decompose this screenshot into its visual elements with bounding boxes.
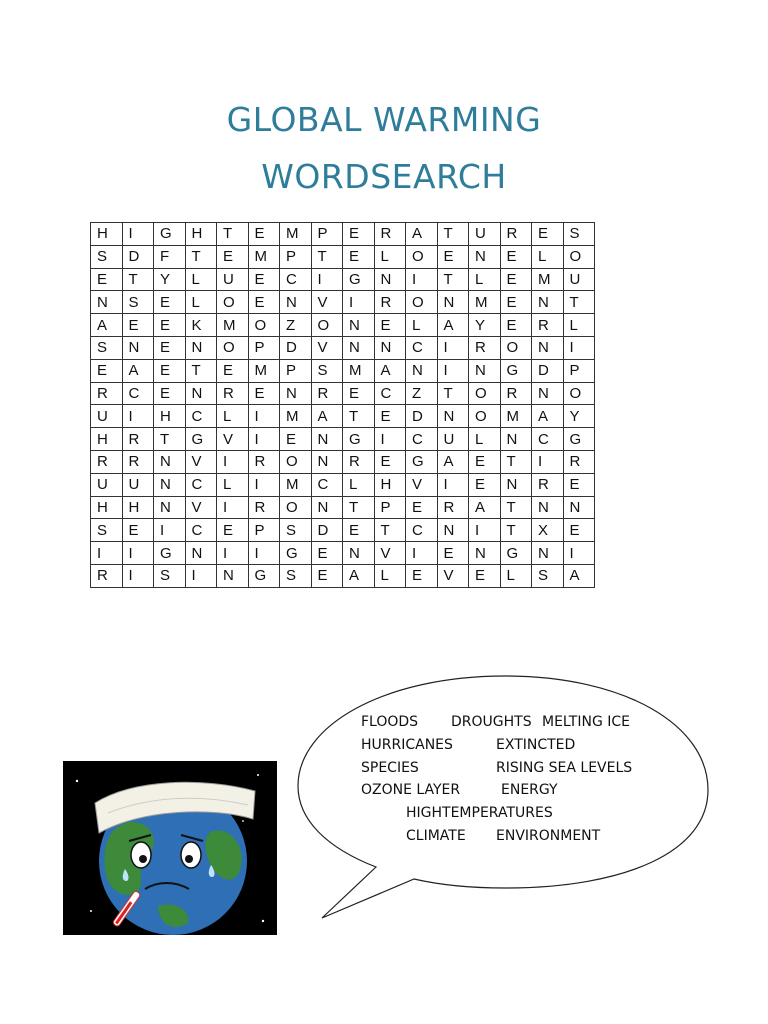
- grid-cell: M: [343, 359, 375, 382]
- grid-cell: I: [217, 542, 249, 565]
- grid-cell: U: [217, 268, 249, 291]
- grid-cell: I: [374, 428, 406, 451]
- grid-cell: O: [500, 336, 532, 359]
- grid-cell: N: [343, 336, 375, 359]
- grid-cell: I: [469, 519, 501, 542]
- grid-cell: O: [469, 382, 501, 405]
- grid-cell: R: [91, 450, 123, 473]
- grid-cell: U: [563, 268, 595, 291]
- grid-cell: G: [154, 223, 186, 246]
- grid-cell: A: [437, 314, 469, 337]
- grid-cell: E: [122, 519, 154, 542]
- grid-cell: D: [532, 359, 564, 382]
- grid-cell: T: [185, 359, 217, 382]
- grid-cell: V: [185, 450, 217, 473]
- grid-cell: I: [563, 336, 595, 359]
- grid-cell: N: [311, 496, 343, 519]
- grid-cell: D: [311, 519, 343, 542]
- grid-cell: E: [437, 542, 469, 565]
- grid-cell: C: [185, 473, 217, 496]
- grid-cell: T: [500, 450, 532, 473]
- grid-cell: O: [248, 314, 280, 337]
- grid-cell: R: [248, 496, 280, 519]
- grid-cell: N: [437, 405, 469, 428]
- grid-cell: E: [91, 359, 123, 382]
- grid-cell: R: [91, 564, 123, 587]
- grid-cell: C: [532, 428, 564, 451]
- grid-cell: E: [406, 564, 438, 587]
- grid-cell: N: [532, 496, 564, 519]
- grid-cell: L: [217, 405, 249, 428]
- title-line-1: GLOBAL WARMING: [226, 100, 542, 139]
- grid-cell: I: [437, 359, 469, 382]
- grid-cell: E: [374, 450, 406, 473]
- grid-cell: I: [248, 473, 280, 496]
- grid-cell: X: [532, 519, 564, 542]
- grid-cell: E: [248, 268, 280, 291]
- grid-cell: N: [532, 542, 564, 565]
- grid-cell: G: [343, 428, 375, 451]
- grid-cell: E: [343, 382, 375, 405]
- grid-cell: I: [343, 291, 375, 314]
- grid-cell: D: [280, 336, 312, 359]
- grid-cell: I: [122, 405, 154, 428]
- word-hurricanes: HURRICANES: [361, 737, 453, 753]
- grid-cell: F: [154, 245, 186, 268]
- grid-cell: O: [217, 336, 249, 359]
- grid-cell: I: [437, 473, 469, 496]
- grid-cell: S: [563, 223, 595, 246]
- grid-cell: K: [185, 314, 217, 337]
- grid-cell: C: [311, 473, 343, 496]
- grid-cell: N: [469, 359, 501, 382]
- grid-cell: H: [122, 496, 154, 519]
- grid-cell: V: [437, 564, 469, 587]
- grid-cell: N: [311, 450, 343, 473]
- grid-cell: G: [185, 428, 217, 451]
- grid-cell: N: [343, 542, 375, 565]
- grid-cell: U: [469, 223, 501, 246]
- grid-cell: I: [154, 519, 186, 542]
- grid-cell: N: [122, 336, 154, 359]
- grid-cell: V: [406, 473, 438, 496]
- grid-cell: G: [406, 450, 438, 473]
- grid-cell: I: [532, 450, 564, 473]
- grid-cell: T: [437, 382, 469, 405]
- grid-cell: N: [374, 336, 406, 359]
- grid-cell: L: [374, 245, 406, 268]
- grid-cell: R: [217, 382, 249, 405]
- grid-cell: I: [563, 542, 595, 565]
- grid-cell: E: [343, 245, 375, 268]
- grid-cell: G: [343, 268, 375, 291]
- grid-cell: I: [185, 564, 217, 587]
- grid-cell: N: [154, 450, 186, 473]
- grid-cell: I: [248, 542, 280, 565]
- grid-cell: N: [185, 336, 217, 359]
- grid-cell: A: [91, 314, 123, 337]
- grid-cell: N: [437, 291, 469, 314]
- grid-cell: E: [532, 223, 564, 246]
- grid-cell: C: [406, 428, 438, 451]
- grid-cell: N: [500, 428, 532, 451]
- sick-earth-icon: [63, 761, 277, 935]
- grid-cell: E: [217, 519, 249, 542]
- grid-cell: I: [248, 428, 280, 451]
- grid-cell: N: [532, 291, 564, 314]
- word-species: SPECIES: [361, 760, 419, 776]
- grid-cell: T: [437, 223, 469, 246]
- word-ozone-layer: OZONE LAYER: [361, 782, 461, 798]
- grid-cell: T: [154, 428, 186, 451]
- grid-cell: L: [217, 473, 249, 496]
- grid-cell: A: [311, 405, 343, 428]
- word-environment: ENVIRONMENT: [496, 828, 601, 844]
- grid-cell: M: [217, 314, 249, 337]
- grid-cell: E: [248, 382, 280, 405]
- grid-cell: E: [500, 291, 532, 314]
- grid-cell: V: [217, 428, 249, 451]
- grid-cell: U: [91, 473, 123, 496]
- grid-cell: S: [532, 564, 564, 587]
- grid-cell: O: [563, 382, 595, 405]
- grid-cell: D: [406, 405, 438, 428]
- grid-cell: O: [280, 496, 312, 519]
- grid-cell: N: [469, 245, 501, 268]
- grid-cell: L: [469, 428, 501, 451]
- grid-cell: O: [311, 314, 343, 337]
- grid-cell: N: [280, 291, 312, 314]
- grid-cell: E: [437, 245, 469, 268]
- grid-cell: E: [500, 314, 532, 337]
- grid-cell: O: [280, 450, 312, 473]
- grid-cell: E: [374, 314, 406, 337]
- grid-cell: E: [217, 245, 249, 268]
- grid-cell: V: [311, 336, 343, 359]
- grid-cell: O: [406, 291, 438, 314]
- grid-cell: H: [154, 405, 186, 428]
- grid-cell: M: [248, 359, 280, 382]
- grid-cell: L: [343, 473, 375, 496]
- grid-cell: O: [469, 405, 501, 428]
- grid-cell: T: [563, 291, 595, 314]
- grid-cell: C: [185, 405, 217, 428]
- grid-cell: L: [500, 564, 532, 587]
- grid-cell: P: [280, 245, 312, 268]
- grid-cell: G: [500, 542, 532, 565]
- grid-cell: L: [185, 291, 217, 314]
- grid-cell: O: [563, 245, 595, 268]
- word-energy: ENERGY: [501, 782, 558, 798]
- grid-cell: L: [185, 268, 217, 291]
- grid-cell: E: [154, 291, 186, 314]
- grid-cell: M: [532, 268, 564, 291]
- grid-cell: E: [500, 245, 532, 268]
- grid-cell: A: [343, 564, 375, 587]
- grid-cell: R: [374, 223, 406, 246]
- grid-cell: R: [532, 314, 564, 337]
- grid-cell: I: [437, 336, 469, 359]
- grid-cell: H: [91, 223, 123, 246]
- grid-cell: R: [311, 382, 343, 405]
- grid-cell: S: [91, 336, 123, 359]
- grid-cell: N: [374, 268, 406, 291]
- grid-cell: E: [91, 268, 123, 291]
- title-line-2: WORDSEARCH: [261, 157, 507, 196]
- grid-cell: A: [469, 496, 501, 519]
- grid-cell: E: [154, 382, 186, 405]
- grid-cell: E: [122, 314, 154, 337]
- grid-cell: I: [122, 564, 154, 587]
- grid-cell: L: [532, 245, 564, 268]
- grid-cell: C: [406, 519, 438, 542]
- grid-cell: N: [91, 291, 123, 314]
- grid-cell: E: [563, 519, 595, 542]
- grid-cell: A: [406, 223, 438, 246]
- grid-cell: P: [248, 519, 280, 542]
- grid-cell: C: [280, 268, 312, 291]
- grid-cell: R: [343, 450, 375, 473]
- grid-cell: A: [437, 450, 469, 473]
- grid-cell: E: [154, 359, 186, 382]
- grid-cell: I: [217, 496, 249, 519]
- grid-cell: L: [406, 314, 438, 337]
- grid-cell: T: [500, 496, 532, 519]
- grid-cell: T: [185, 245, 217, 268]
- grid-cell: N: [280, 382, 312, 405]
- grid-cell: E: [154, 314, 186, 337]
- grid-cell: R: [500, 382, 532, 405]
- grid-cell: T: [217, 223, 249, 246]
- grid-cell: H: [374, 473, 406, 496]
- grid-cell: M: [280, 223, 312, 246]
- grid-cell: L: [469, 268, 501, 291]
- grid-cell: Y: [154, 268, 186, 291]
- word-melting-ice: MELTING ICE: [542, 714, 630, 730]
- grid-cell: G: [248, 564, 280, 587]
- grid-cell: E: [343, 519, 375, 542]
- grid-cell: O: [406, 245, 438, 268]
- grid-cell: R: [500, 223, 532, 246]
- grid-cell: H: [185, 223, 217, 246]
- grid-cell: E: [280, 428, 312, 451]
- grid-cell: S: [280, 564, 312, 587]
- grid-cell: P: [248, 336, 280, 359]
- grid-cell: Y: [469, 314, 501, 337]
- grid-cell: G: [500, 359, 532, 382]
- word-climate: CLIMATE: [406, 828, 466, 844]
- grid-cell: V: [311, 291, 343, 314]
- grid-cell: R: [91, 382, 123, 405]
- grid-cell: U: [122, 473, 154, 496]
- word-droughts: DROUGHTS: [451, 714, 532, 730]
- word-rising-sea-levels: RISING SEA LEVELS: [496, 760, 633, 776]
- grid-cell: M: [280, 473, 312, 496]
- grid-cell: C: [406, 336, 438, 359]
- grid-cell: E: [563, 473, 595, 496]
- grid-cell: C: [185, 519, 217, 542]
- grid-cell: S: [154, 564, 186, 587]
- grid-cell: D: [122, 245, 154, 268]
- grid-cell: N: [185, 382, 217, 405]
- grid-cell: N: [311, 428, 343, 451]
- grid-cell: R: [532, 473, 564, 496]
- grid-cell: I: [311, 268, 343, 291]
- grid-cell: T: [311, 245, 343, 268]
- grid-cell: R: [122, 428, 154, 451]
- grid-cell: T: [122, 268, 154, 291]
- grid-cell: N: [185, 542, 217, 565]
- grid-cell: S: [91, 519, 123, 542]
- grid-cell: E: [311, 564, 343, 587]
- grid-cell: N: [154, 473, 186, 496]
- grid-cell: T: [374, 519, 406, 542]
- grid-cell: A: [532, 405, 564, 428]
- grid-cell: R: [248, 450, 280, 473]
- grid-cell: P: [563, 359, 595, 382]
- grid-cell: G: [563, 428, 595, 451]
- grid-cell: E: [469, 450, 501, 473]
- grid-cell: L: [563, 314, 595, 337]
- grid-cell: M: [248, 245, 280, 268]
- word-floods: FLOODS: [361, 714, 419, 730]
- grid-cell: E: [469, 564, 501, 587]
- grid-cell: N: [343, 314, 375, 337]
- grid-cell: E: [217, 359, 249, 382]
- word-hightemperatures: HIGHTEMPERATURES: [406, 805, 553, 821]
- grid-cell: I: [248, 405, 280, 428]
- grid-cell: E: [406, 496, 438, 519]
- grid-cell: O: [217, 291, 249, 314]
- grid-cell: I: [122, 542, 154, 565]
- grid-cell: E: [311, 542, 343, 565]
- grid-cell: M: [469, 291, 501, 314]
- grid-cell: R: [563, 450, 595, 473]
- grid-cell: S: [311, 359, 343, 382]
- grid-cell: N: [406, 359, 438, 382]
- grid-cell: M: [280, 405, 312, 428]
- grid-cell: Z: [280, 314, 312, 337]
- grid-cell: G: [154, 542, 186, 565]
- grid-cell: A: [563, 564, 595, 587]
- grid-cell: R: [437, 496, 469, 519]
- grid-cell: V: [374, 542, 406, 565]
- grid-cell: N: [532, 382, 564, 405]
- grid-cell: I: [217, 450, 249, 473]
- grid-cell: A: [374, 359, 406, 382]
- grid-cell: P: [311, 223, 343, 246]
- grid-cell: I: [406, 542, 438, 565]
- grid-cell: G: [280, 542, 312, 565]
- grid-cell: P: [374, 496, 406, 519]
- grid-cell: H: [91, 428, 123, 451]
- grid-cell: N: [532, 336, 564, 359]
- grid-cell: Z: [406, 382, 438, 405]
- grid-cell: E: [154, 336, 186, 359]
- grid-cell: Y: [563, 405, 595, 428]
- grid-cell: I: [91, 542, 123, 565]
- grid-cell: R: [374, 291, 406, 314]
- grid-cell: E: [374, 405, 406, 428]
- grid-cell: E: [248, 291, 280, 314]
- grid-cell: E: [469, 473, 501, 496]
- grid-cell: A: [122, 359, 154, 382]
- grid-cell: U: [437, 428, 469, 451]
- grid-cell: T: [500, 519, 532, 542]
- grid-cell: T: [343, 405, 375, 428]
- grid-cell: M: [500, 405, 532, 428]
- grid-cell: R: [469, 336, 501, 359]
- grid-cell: L: [374, 564, 406, 587]
- grid-cell: C: [122, 382, 154, 405]
- grid-cell: V: [185, 496, 217, 519]
- grid-cell: E: [248, 223, 280, 246]
- grid-cell: S: [122, 291, 154, 314]
- word-extincted: EXTINCTED: [496, 737, 576, 753]
- grid-cell: T: [343, 496, 375, 519]
- grid-cell: S: [91, 245, 123, 268]
- grid-cell: S: [280, 519, 312, 542]
- grid-cell: R: [122, 450, 154, 473]
- grid-cell: N: [217, 564, 249, 587]
- grid-cell: P: [280, 359, 312, 382]
- grid-cell: E: [500, 268, 532, 291]
- grid-cell: N: [469, 542, 501, 565]
- grid-cell: H: [91, 496, 123, 519]
- grid-cell: I: [406, 268, 438, 291]
- sick-earth-illustration: [63, 761, 277, 935]
- grid-cell: I: [122, 223, 154, 246]
- grid-cell: U: [91, 405, 123, 428]
- grid-cell: C: [374, 382, 406, 405]
- grid-cell: T: [437, 268, 469, 291]
- grid-cell: N: [154, 496, 186, 519]
- grid-cell: N: [500, 473, 532, 496]
- grid-cell: N: [563, 496, 595, 519]
- grid-cell: E: [343, 223, 375, 246]
- grid-cell: N: [437, 519, 469, 542]
